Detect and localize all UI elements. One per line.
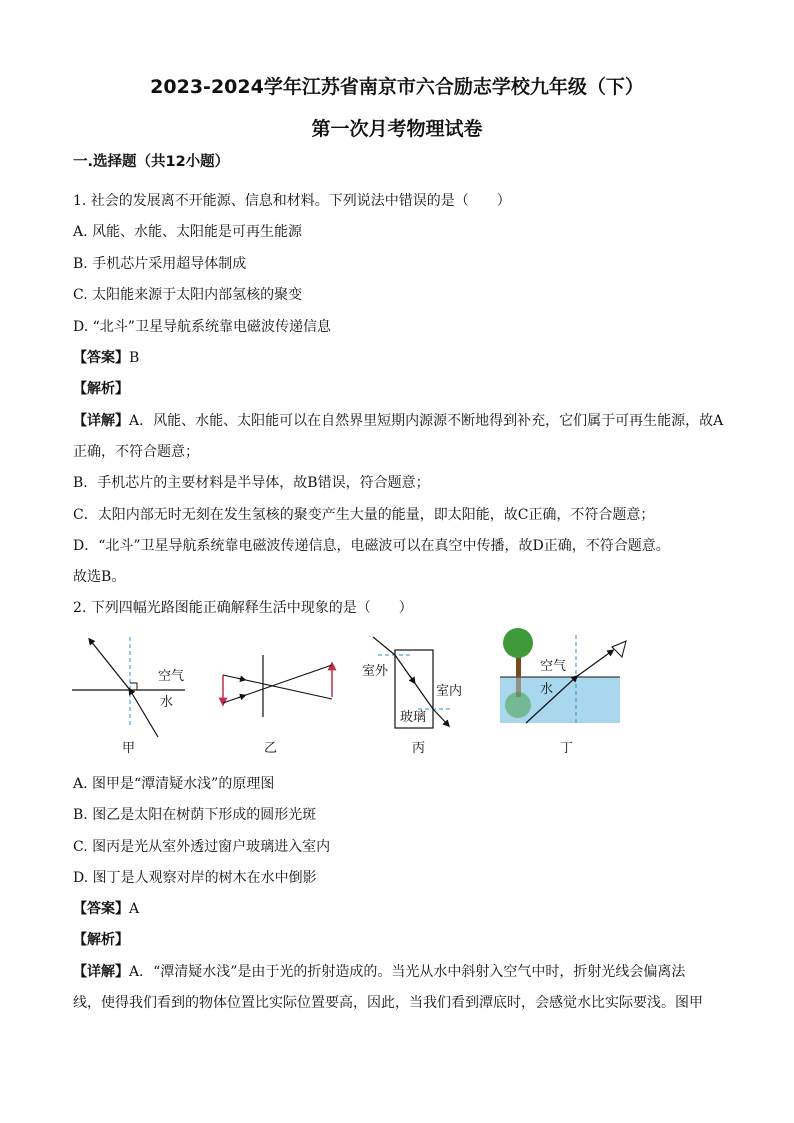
q2-analysis-tag <box>73 929 129 949</box>
q2-option-b: B. 图乙是太阳在树荫下形成的圆形光斑 <box>73 807 317 823</box>
q1-detail-3: B．手机芯片的主要材料是半导体，故B错误，符合题意； <box>73 475 430 491</box>
q2-stem: 2. 下列四幅光路图能正确解释生活中现象的是（ ） <box>73 600 413 616</box>
q2-analysis-label: 【解析】 <box>73 932 129 948</box>
q2-answer-tag: 【答案】 <box>73 901 129 917</box>
yi-caption: 乙 <box>264 741 278 756</box>
jia-incident-ray <box>130 690 158 737</box>
bing-indoor-label: 室内 <box>436 684 463 699</box>
diagram-bing <box>362 637 462 756</box>
q1-option-a: A. 风能、水能、太阳能是可再生能源 <box>73 224 303 240</box>
q2-option-d: D. 图丁是人观察对岸的树木在水中倒影 <box>73 870 317 886</box>
bing-incident-ray <box>373 637 395 655</box>
q1-analysis-label: 【解析】 <box>73 381 129 397</box>
yi-ray-2-arrow <box>238 696 244 698</box>
q2-option-c: C. 图丙是光从室外透过窗户玻璃进入室内 <box>73 839 331 855</box>
q1-analysis-tag <box>73 378 129 398</box>
jia-refracted-ray <box>90 640 130 690</box>
bing-emergent-ray <box>433 709 448 725</box>
q1-option-b: B. 手机芯片采用超导体制成 <box>73 256 247 272</box>
section-heading: 一.选择题（共12小题） <box>73 154 230 170</box>
q2-answer <box>73 898 139 918</box>
diagram-ding <box>500 628 626 756</box>
q2-detail-1 <box>73 961 685 981</box>
q2-detail-2: 线，使得我们看到的物体位置比实际位置要高，因此，当我们看到潭底时，会感觉水比实际要浅。图甲 <box>73 995 703 1011</box>
diagram-jia <box>72 637 185 756</box>
q1-answer-value: B <box>129 350 140 366</box>
q1-option-d: D. “北斗”卫星导航系统靠电磁波传递信息 <box>73 319 331 335</box>
q1-answer <box>73 347 139 367</box>
q1-detail-4: C．太阳内部无时无刻在发生氢核的聚变产生大量的能量，即太阳能，故C正确，不符合题意； <box>73 507 655 523</box>
bing-glass-label: 玻璃 <box>400 710 427 725</box>
title-line-1: 2023-2024学年江苏省南京市六合励志学校九年级（下） <box>150 76 644 98</box>
q1-detail-2: 正确，不符合题意； <box>73 444 199 460</box>
ding-water-label: 水 <box>540 682 554 697</box>
q1-detail-tag: 【详解】 <box>73 413 129 429</box>
q2-option-a: A. 图甲是“潭清疑水浅”的原理图 <box>73 776 275 792</box>
jia-caption: 甲 <box>122 741 136 756</box>
ding-tree-crown-reflection <box>505 692 531 718</box>
q1-detail-5: D．“北斗”卫星导航系统靠电磁波传递信息，电磁波可以在真空中传播，故D正确，不符合题意。 <box>73 538 670 554</box>
yi-ray-1-arrow <box>238 678 244 679</box>
q2-detail-tag: 【详解】 <box>73 964 129 980</box>
diagram-yi <box>223 655 332 756</box>
q1-option-c: C. 太阳能来源于太阳内部氢核的聚变 <box>73 287 303 303</box>
bing-outdoor-label: 室外 <box>362 664 389 679</box>
q2-light-path-figure <box>60 625 740 760</box>
bing-inner-arrow <box>410 676 414 682</box>
jia-water-label: 水 <box>160 695 174 710</box>
q2-answer-value: A <box>129 901 140 917</box>
ding-air-label: 空气 <box>540 659 567 674</box>
q1-answer-tag: 【答案】 <box>73 350 129 366</box>
q1-conclusion: 故选B。 <box>73 569 126 585</box>
ding-eye-icon <box>612 641 626 657</box>
jia-air-label: 空气 <box>158 669 185 684</box>
q1-detail-1-text: A．风能、水能、太阳能可以在自然界里短期内源源不断地得到补充，它们属于可再生能源，故A <box>129 413 724 429</box>
jia-right-angle-mark <box>130 683 137 690</box>
bing-caption: 丙 <box>412 741 426 756</box>
ding-ray-in-air <box>576 651 612 677</box>
q1-detail-1 <box>73 410 723 430</box>
ding-caption: 丁 <box>560 741 574 756</box>
ding-tree-crown <box>503 628 533 658</box>
title-line-2: 第一次月考物理试卷 <box>311 118 483 140</box>
q2-detail-1-text: A．“潭清疑水浅”是由于光的折射造成的。当光从水中斜射入空气中时，折射光线会偏离法 <box>129 964 686 980</box>
q1-stem: 1. 社会的发展离不开能源、信息和材料。下列说法中错误的是（ ） <box>73 193 511 209</box>
